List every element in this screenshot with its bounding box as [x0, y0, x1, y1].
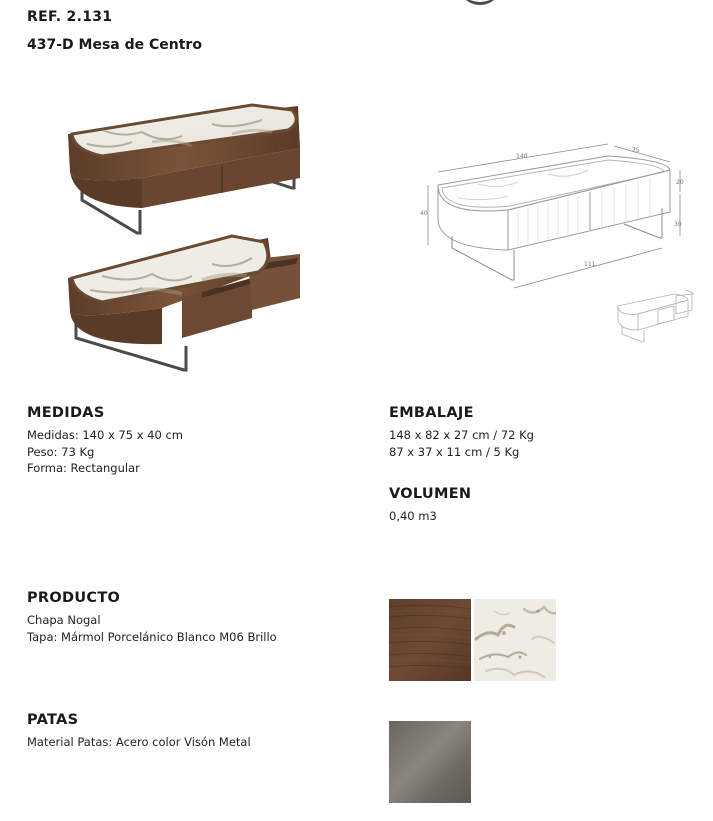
volumen-value: 0,40 m3: [389, 509, 437, 523]
medidas-weight: Peso: 73 Kg: [27, 444, 95, 459]
steel-mink-swatch: [389, 721, 471, 803]
patas-material: Material Patas: Acero color Visón Metal: [27, 735, 251, 749]
producto-veneer: Chapa Nogal: [27, 613, 101, 627]
dim-drawer-depth: 30: [674, 221, 682, 228]
marble-top-swatch: [474, 599, 556, 681]
embalaje-title: EMBALAJE: [389, 405, 474, 421]
producto-section: [27, 590, 277, 645]
product-photo-open: [62, 228, 307, 376]
embalaje-package-2: 87 x 37 x 11 cm / 5 Kg: [389, 444, 520, 459]
producto-top: Tapa: Mármol Porcelánico Blanco M06 Brillo: [27, 629, 277, 644]
embalaje-package-1: 148 x 82 x 27 cm / 72 Kg: [389, 428, 534, 442]
dim-base-length: 111: [584, 261, 596, 268]
medidas-shape: Forma: Rectangular: [27, 461, 140, 475]
medidas-section: [27, 405, 183, 477]
dim-top-depth: 75: [632, 147, 640, 154]
technical-drawing: [418, 140, 708, 355]
reference-code: REF. 2.131: [27, 9, 113, 25]
dim-drawer-height: 20: [676, 179, 684, 186]
volumen-section: [389, 486, 471, 525]
dim-top-length: 140: [516, 153, 528, 160]
patas-section: [27, 712, 251, 751]
top-edge-fragment: [458, 0, 502, 5]
patas-title: PATAS: [27, 712, 79, 728]
product-title: 437-D Mesa de Centro: [27, 37, 202, 53]
walnut-veneer-swatch: [389, 599, 471, 681]
dim-height: 40: [420, 210, 428, 217]
medidas-dimensions: Medidas: 140 x 75 x 40 cm: [27, 428, 183, 442]
producto-title: PRODUCTO: [27, 590, 121, 606]
volumen-title: VOLUMEN: [389, 486, 472, 502]
medidas-title: MEDIDAS: [27, 405, 105, 421]
embalaje-section: [389, 405, 534, 460]
product-photo-closed: [62, 100, 307, 240]
